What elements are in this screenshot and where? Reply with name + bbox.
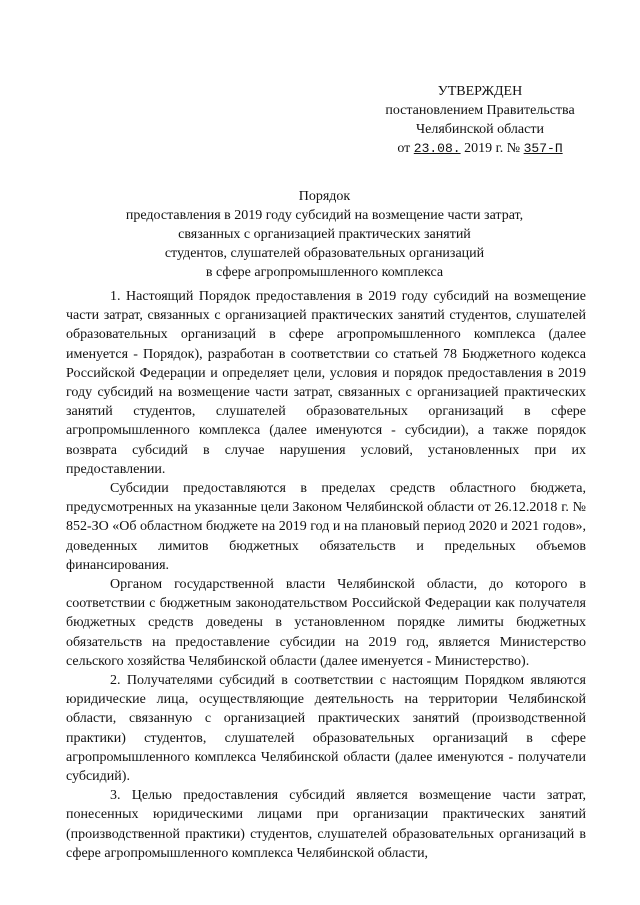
document-body [66,287,586,863]
approval-prefix: от [397,141,411,156]
title-line-3: студентов, слушателей образовательных организаций [164,246,485,261]
document-title [66,187,583,282]
title-line-4: в сфере агропромышленного комплекса [205,265,444,280]
approval-heading: УТВЕРЖДЕН [437,84,523,99]
approval-number: 357-П [523,141,563,156]
title-heading: Порядок [298,189,351,204]
title-line-1: предоставления в 2019 году субсидий на возмещение части затрат, [125,208,524,223]
title-line-2: связанных с организацией практических занятий [178,227,471,242]
paragraph: 3. Целью предоставления субсидий является возмещение части затрат, понесенных юридическими лицами при организации практических занятий (производственной практики) студентов, слушателей образовательных организаций в сфере агропромышленного комплекса Челябинской области, [66,788,586,861]
approval-date: 23.08. [413,141,461,156]
approval-year-number: 2019 г. № [464,141,521,156]
paragraph: 2. Получателями субсидий в соответствии с настоящим Порядком являются юридические лица, осуществляющие деятельность на территории Челябинской области, связанную с организацией практических занятий (производственной практики) студентов, слушателей образовательных организаций в сфере агропромышленного комплекса Челябинской области (далее именуются - получатели субсидий). [66,673,586,785]
paragraph: 1. Настоящий Порядок предоставления в 2019 году субсидий на возмещение части затрат, связанных с организацией практических занятий студентов, слушателей образовательных организаций в сфере агропромышленного комплекса (далее именуется - Порядок), разработан в соответствии со статьей 78 Бюджетного кодекса Российской Федерации и определяет цели, условия и порядок предоставления в 2019 году субсидий на возмещение части затрат, связанных с организацией практических занятий студентов, слушателей образовательных организаций в сфере агропромышленного комплекса (далее именуются - субсидии), а также порядок возврата субсидий в случае нарушения условий, установленных при их предоставлении. [66,289,586,477]
paragraph: Органом государственной власти Челябинской области, до которого в соответствии с бюджетным законодательством Российской Федерации как получателя бюджетных средств доведены в установленном порядке лимиты бюджетных обязательств на предоставление субсидии на 2019 год, является Министерство сельского хозяйства Челябинской области (далее именуется - Министерство). [66,577,586,669]
approval-date-line [360,139,600,158]
approval-line-2: Челябинской области [416,122,544,137]
approval-line-1: постановлением Правительства [385,103,575,118]
paragraph: Субсидии предоставляются в пределах средств областного бюджета, предусмотренных на указанные цели Законом Челябинской области от 26.12.2018 г. № 852-ЗО «Об областном бюджете на 2019 год и на плановый период 2020 и 2021 годов», доведенных лимитов бюджетных обязательств и предельных объемов финансирования. [66,481,586,573]
approval-stamp [360,82,600,158]
